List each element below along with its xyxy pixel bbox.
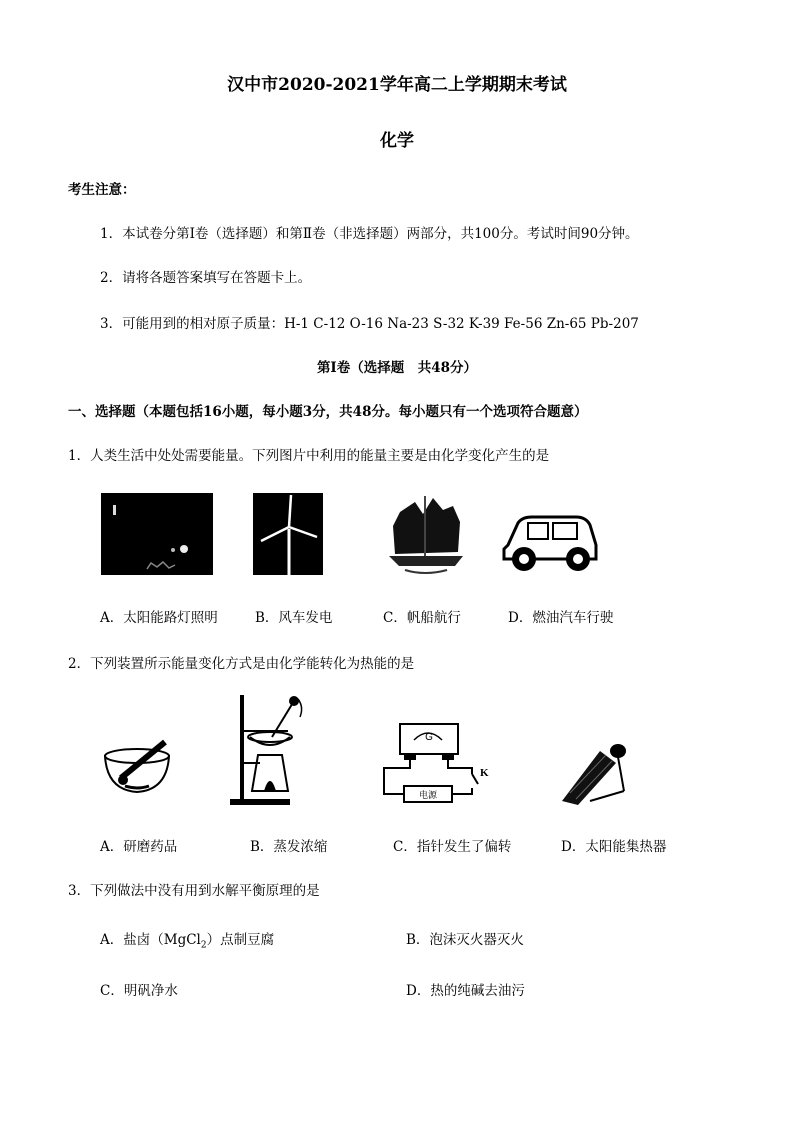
question-2-option-c: C．指针发生了偏转	[393, 839, 512, 855]
part1-heading: 第Ⅰ卷（选择题 共48分）	[316, 360, 478, 376]
fuel-car-image	[498, 505, 602, 575]
question-3-option-d: D．热的纯碱去油污	[406, 983, 525, 999]
question-3-stem: 3．下列做法中没有用到水解平衡原理的是	[68, 883, 320, 899]
wind-turbine-image	[253, 493, 323, 575]
question-3-option-a	[100, 928, 274, 951]
question-2-option-a: A．研磨药品	[100, 839, 178, 855]
question-3-option-c: C．明矾净水	[100, 983, 178, 999]
notice-item-2: 2．请将各题答案填写在答题卡上。	[100, 270, 312, 286]
sailboat-image	[385, 492, 467, 580]
question-3-option-a-text: A．盐卤（MgCl	[100, 932, 201, 948]
question-1-option-c: C．帆船航行	[383, 610, 461, 626]
subject-title: 化学	[380, 131, 414, 151]
question-1-option-a: A．太阳能路灯照明	[100, 610, 218, 626]
galvanometer-label: G	[425, 732, 433, 743]
mortar-and-pestle-image	[103, 738, 173, 796]
question-2-option-b: B．蒸发浓缩	[250, 839, 328, 855]
section-heading: 一、选择题（本题包括16小题，每小题3分，共48分。每小题只有一个选项符合题意）	[68, 404, 588, 420]
power-source-label: 电源	[418, 791, 438, 801]
question-2-option-d: D．太阳能集热器	[561, 839, 667, 855]
question-1-option-d: D．燃油汽车行驶	[508, 610, 614, 626]
exam-title: 汉中市2020-2021学年高二上学期期末考试	[227, 75, 567, 95]
question-1-option-b: B．风车发电	[255, 610, 333, 626]
question-3-option-a-subscript: 2	[200, 940, 207, 951]
question-3-option-a-suffix: ）点制豆腐	[206, 932, 275, 948]
evaporation-apparatus-image	[228, 693, 312, 807]
solar-street-light-image	[101, 493, 213, 575]
question-3-option-b: B．泡沫灭火器灭火	[406, 932, 524, 948]
notice-item-3: 3．可能用到的相对原子质量：H-1 C-12 O-16 Na-23 S-32 K-39 Fe-56 Zn-65 Pb-207	[100, 316, 639, 332]
question-2-stem: 2．下列装置所示能量变化方式是由化学能转化为热能的是	[68, 656, 415, 672]
question-1-stem: 1．人类生活中处处需要能量。下列图片中利用的能量主要是由化学变化产生的是	[68, 448, 550, 464]
notice-item-1: 1．本试卷分第Ⅰ卷（选择题）和第Ⅱ卷（非选择题）两部分，共100分。考试时间90分钟。	[100, 226, 639, 242]
switch-label: K	[480, 767, 489, 779]
galvanometer-circuit-image	[380, 718, 490, 804]
notice-heading: 考生注意：	[68, 182, 136, 198]
solar-water-heater-image	[560, 741, 630, 805]
